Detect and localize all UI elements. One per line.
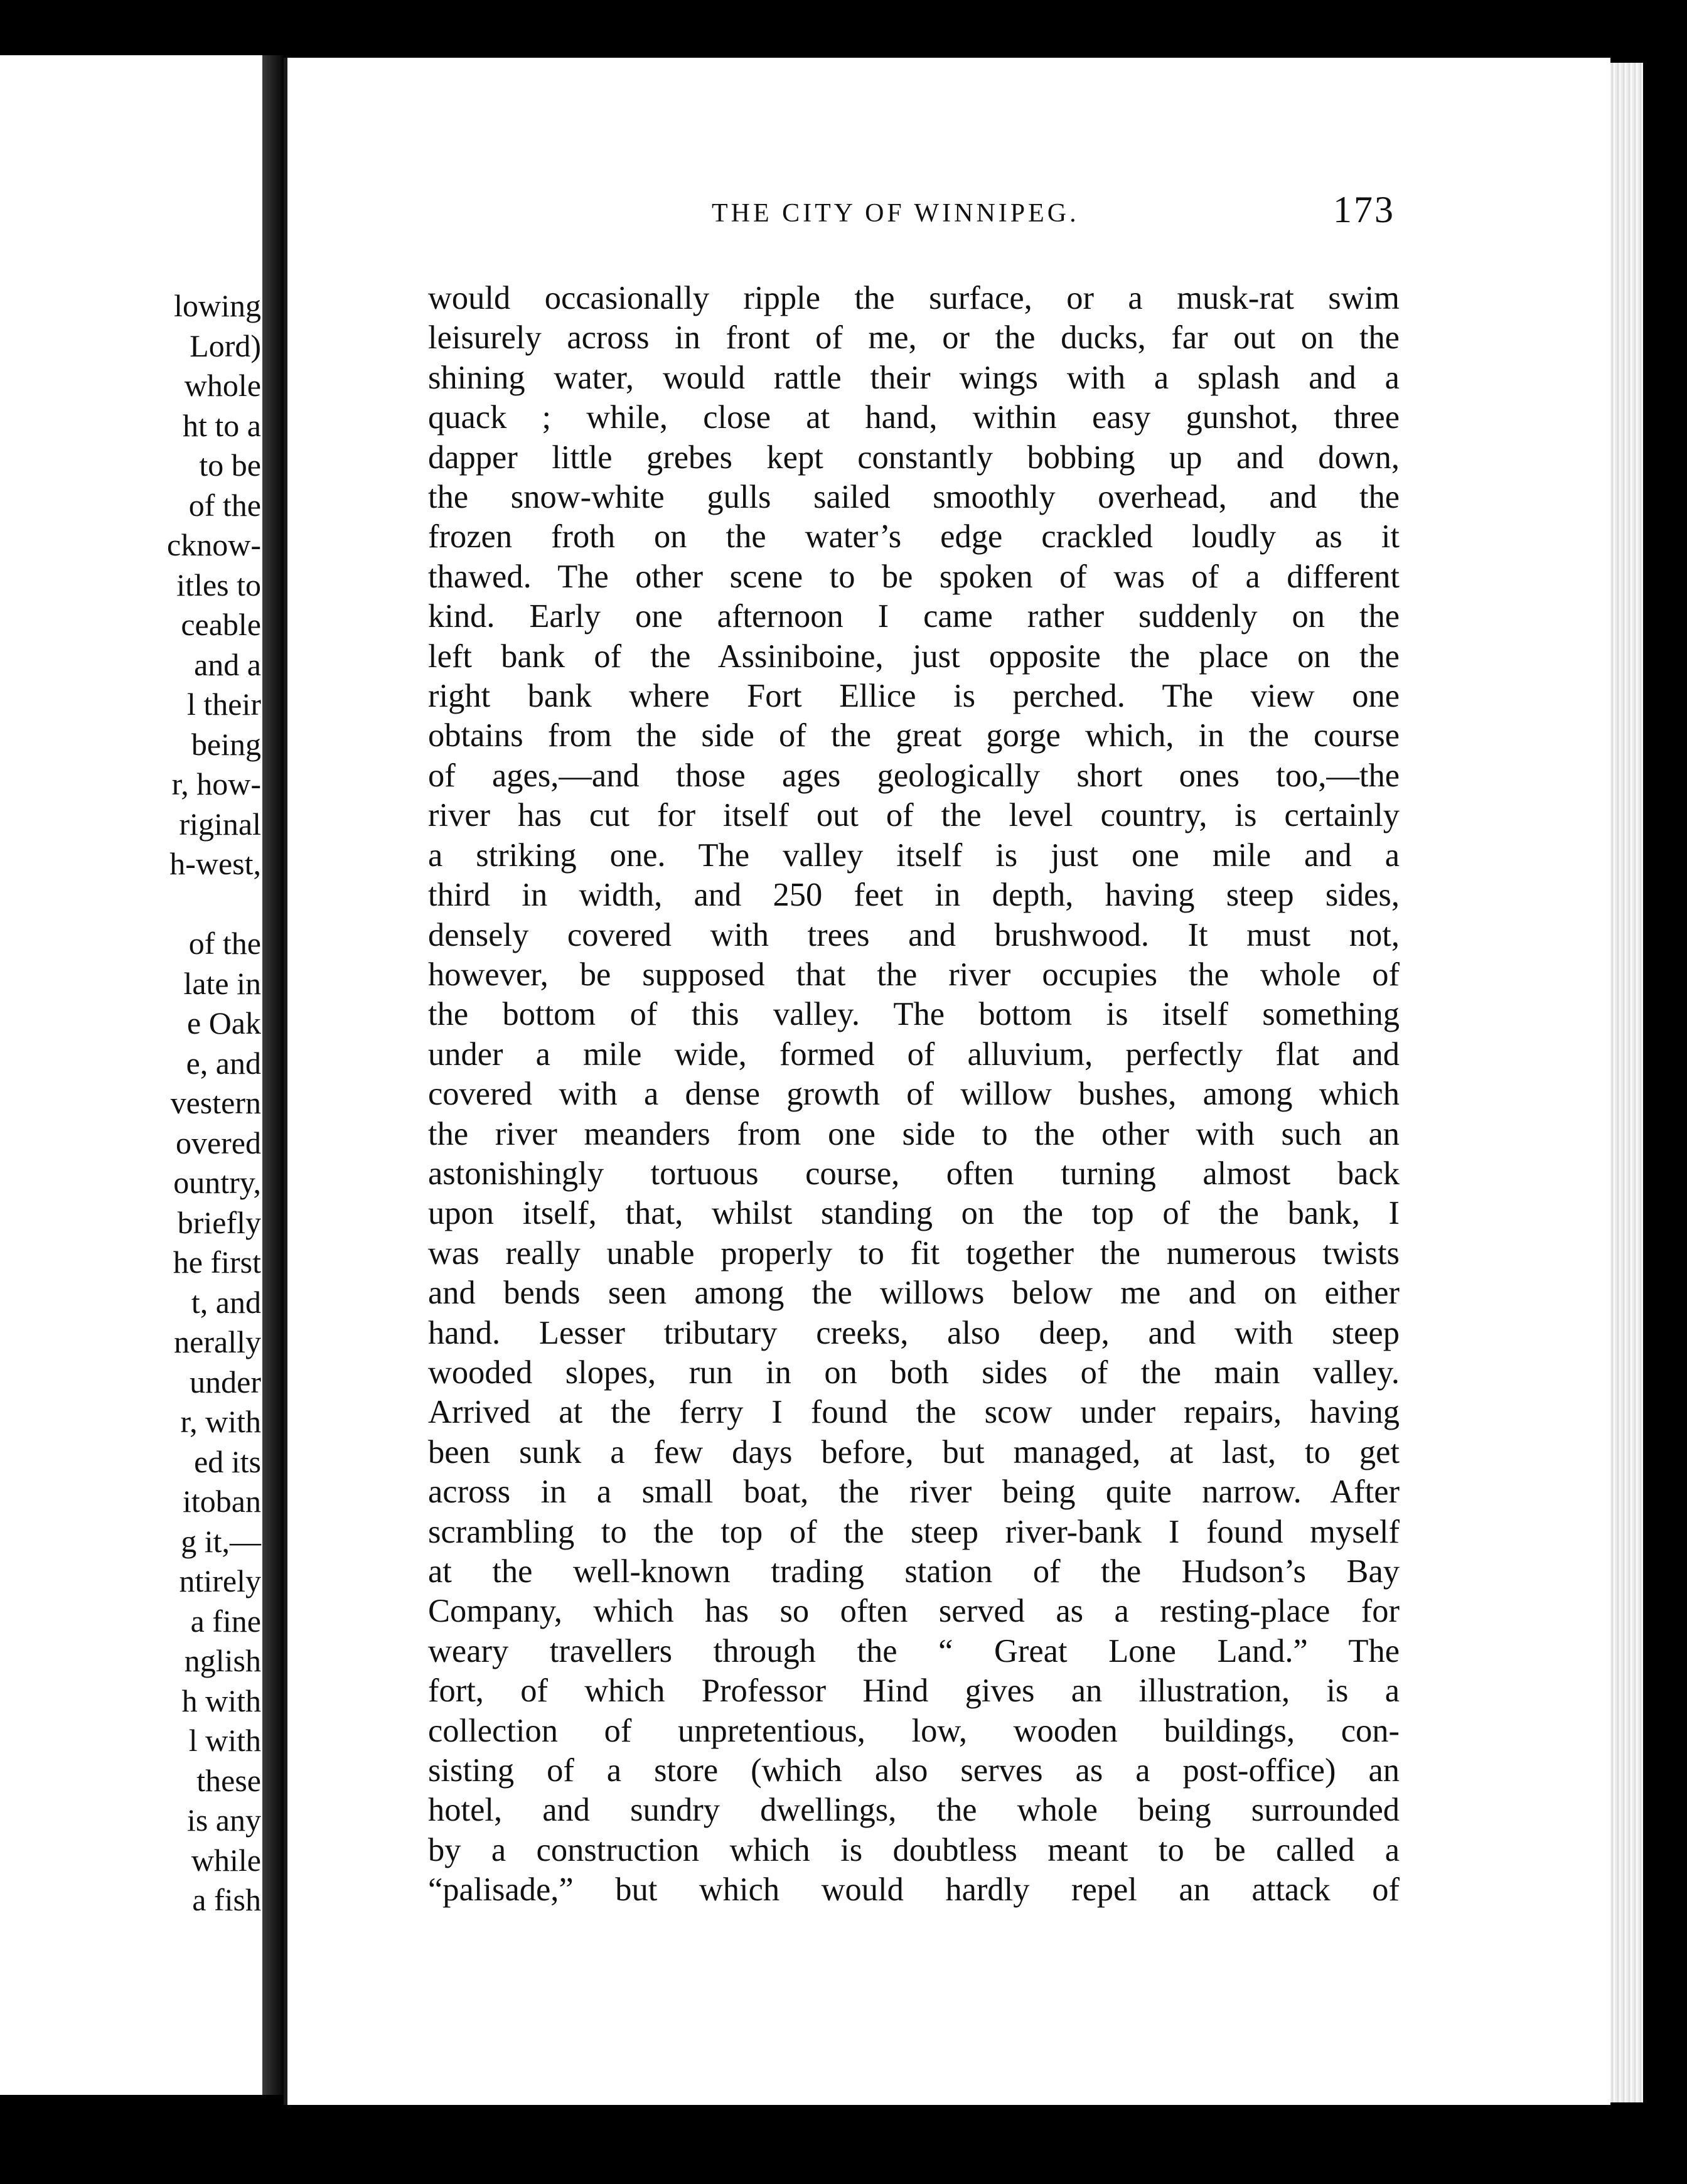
page-body-text <box>428 279 1400 1910</box>
fragment-line: lowing <box>174 288 261 323</box>
fragment-line <box>167 884 261 924</box>
fragment-line: l their <box>186 687 261 722</box>
text-line: the river meanders from one side to the other with such an <box>428 1115 1400 1152</box>
fragment-line: of the <box>188 487 261 523</box>
fragment-line: briefly <box>177 1204 261 1240</box>
text-line: upon itself, that, whilst standing on the top of the bank, I <box>428 1195 1400 1232</box>
text-line: hand. Lesser tributary creeks, also deep, and with steep <box>428 1314 1400 1351</box>
fragment-line: whole <box>184 368 261 403</box>
fragment-line: a fish <box>192 1882 261 1917</box>
text-line: shining water, would rattle their wings with a splash and a <box>428 359 1400 396</box>
fragment-line: of the <box>188 926 261 961</box>
text-line: was really unable properly to fit together the numerous twists <box>428 1234 1400 1271</box>
fragment-line: h-west, <box>169 846 261 881</box>
text-line: astonishingly tortuous course, often turning almost back <box>428 1155 1400 1192</box>
fragment-line: h with <box>181 1683 261 1718</box>
text-line: densely covered with trees and brushwood. It must not, <box>428 916 1400 953</box>
fragment-line: r, with <box>180 1404 261 1439</box>
fragment-line: ntirely <box>179 1563 261 1598</box>
fragment-line: ountry, <box>173 1165 261 1200</box>
text-line: quack ; while, close at hand, within easy gunshot, three <box>428 399 1400 436</box>
text-line: “palisade,” but which would hardly repel an attack of <box>428 1871 1400 1908</box>
fragment-line: itoban <box>183 1484 261 1519</box>
text-line: frozen froth on the water’s edge crackled loudly as it <box>428 518 1400 555</box>
text-line: wooded slopes, run in on both sides of the main valley. <box>428 1354 1400 1391</box>
text-line: across in a small boat, the river being quite narrow. After <box>428 1474 1400 1511</box>
fragment-line: he first <box>173 1245 261 1280</box>
text-line: leisurely across in front of me, or the ducks, far out on the <box>428 319 1400 356</box>
fragment-line: to be <box>199 447 261 483</box>
text-line: hotel, and sundry dwellings, the whole being surrounded <box>428 1792 1400 1829</box>
text-line: the snow-white gulls sailed smoothly overhead, and the <box>428 479 1400 516</box>
fragment-line: nglish <box>184 1643 261 1678</box>
fragment-line: ed its <box>194 1443 261 1479</box>
text-line: obtains from the side of the great gorge which, in the course <box>428 717 1400 754</box>
fragment-line: ceable <box>181 607 261 642</box>
fragment-line: while <box>191 1842 261 1878</box>
fragment-line: nerally <box>174 1324 261 1359</box>
fragment-line: r, how- <box>171 766 261 801</box>
text-line: Company, which has so often served as a resting-place for <box>428 1593 1400 1630</box>
fragment-line: l with <box>188 1723 261 1758</box>
text-line: thawed. The other scene to be spoken of was of a different <box>428 558 1400 595</box>
text-line: Arrived at the ferry I found the scow under repairs, having <box>428 1394 1400 1431</box>
text-line: at the well-known trading station of the Hudson’s Bay <box>428 1553 1400 1590</box>
fragment-line: riginal <box>179 806 261 842</box>
text-line: collection of unpretentious, low, wooden buildings, con- <box>428 1712 1400 1749</box>
page-edges <box>1610 63 1643 2102</box>
book-gutter <box>262 55 284 2095</box>
text-line: would occasionally ripple the surface, or a musk-rat swim <box>428 280 1400 316</box>
fragment-line: t, and <box>191 1284 261 1320</box>
fragment-line: ht to a <box>183 407 261 443</box>
fragment-line: being <box>191 726 261 762</box>
text-line: of ages,—and those ages geologically short ones too,—the <box>428 757 1400 794</box>
text-line: the bottom of this valley. The bottom is itself something <box>428 996 1400 1033</box>
text-line: by a construction which is doubtless meant to be called a <box>428 1831 1400 1868</box>
text-line: been sunk a few days before, but managed, at last, to get <box>428 1433 1400 1470</box>
text-line: however, be supposed that the river occupies the whole of <box>428 956 1400 993</box>
text-line: scrambling to the top of the steep river-bank I found myself <box>428 1513 1400 1550</box>
text-line: sisting of a store (which also serves as a post-office) an <box>428 1752 1400 1789</box>
text-line: and bends seen among the willows below me and on either <box>428 1275 1400 1312</box>
page-number: 173 <box>1333 189 1395 230</box>
fragment-line: these <box>196 1762 261 1798</box>
fragment-line: e Oak <box>187 1005 261 1041</box>
fragment-line: and a <box>194 646 261 682</box>
text-line: left bank of the Assiniboine, just opposite the place on the <box>428 638 1400 675</box>
fragment-line: g it,— <box>181 1523 261 1559</box>
fragment-line: e, and <box>186 1045 261 1081</box>
text-line: right bank where Fort Ellice is perched. The view one <box>428 678 1400 715</box>
text-line: fort, of which Professor Hind gives an illustration, is a <box>428 1673 1400 1710</box>
text-line: under a mile wide, formed of alluvium, perfectly flat and <box>428 1036 1400 1073</box>
text-line: a striking one. The valley itself is just one mile and a <box>428 837 1400 874</box>
text-line: river has cut for itself out of the level country, is certainly <box>428 797 1400 834</box>
fragment-line: vestern <box>170 1085 261 1120</box>
text-line: third in width, and 250 feet in depth, having steep sides, <box>428 877 1400 914</box>
running-head: THE CITY OF WINNIPEG. <box>712 199 1079 228</box>
text-line: weary travellers through the “ Great Lone Land.” The <box>428 1632 1400 1669</box>
fragment-line: a fine <box>190 1603 261 1639</box>
fragment-line: is any <box>186 1802 261 1838</box>
fragment-line: late in <box>183 965 261 1001</box>
fragment-line: Lord) <box>190 328 261 363</box>
text-line: dapper little grebes kept constantly bobbing up and down, <box>428 439 1400 476</box>
fragment-line: overed <box>175 1125 261 1160</box>
facing-page-text <box>167 286 261 1920</box>
fragment-line: itles to <box>176 567 261 602</box>
fragment-line: under <box>190 1364 261 1400</box>
text-line: covered with a dense growth of willow bushes, among which <box>428 1076 1400 1113</box>
facing-page-fragment <box>0 55 262 2095</box>
text-line: kind. Early one afternoon I came rather suddenly on the <box>428 598 1400 635</box>
fragment-line: cknow- <box>167 527 261 562</box>
